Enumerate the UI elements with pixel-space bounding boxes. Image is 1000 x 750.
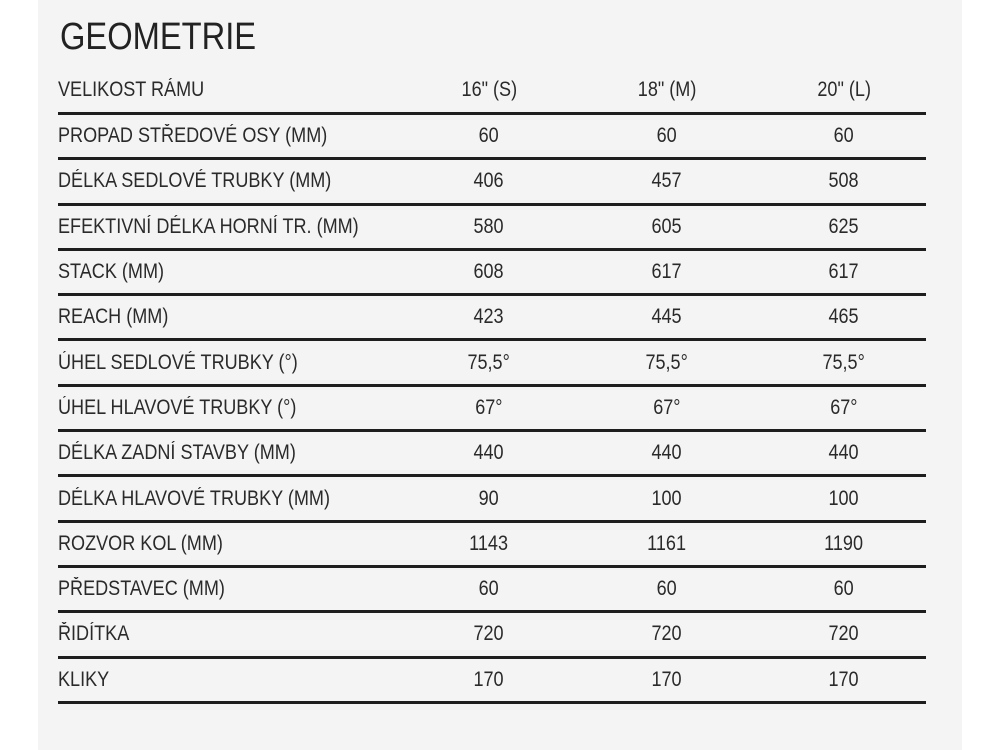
column-header-l: 20" (L) [817, 77, 871, 101]
row-label: ÚHEL HLAVOVÉ TRUBKY (°) [58, 395, 297, 419]
row-value: 720 [473, 622, 505, 646]
table-header-row [58, 67, 926, 115]
row-value: 170 [828, 667, 860, 691]
table-row [58, 206, 926, 251]
table-row [58, 568, 926, 613]
table-row [58, 296, 926, 341]
row-value: 445 [651, 305, 683, 329]
table-row [58, 251, 926, 296]
row-label: DÉLKA HLAVOVÉ TRUBKY (MM) [58, 486, 330, 510]
row-label: DÉLKA ZADNÍ STAVBY (MM) [58, 441, 296, 465]
row-value: 440 [651, 441, 683, 465]
row-value: 406 [473, 169, 505, 193]
table-row [58, 387, 926, 432]
table-row [58, 160, 926, 205]
row-value: 60 [833, 124, 855, 148]
row-value: 75,5° [822, 350, 866, 374]
row-value: 75,5° [645, 350, 689, 374]
row-value: 440 [473, 441, 505, 465]
table-body [58, 115, 926, 704]
row-value: 170 [651, 667, 683, 691]
row-value: 580 [473, 214, 505, 238]
row-value: 1161 [647, 531, 687, 555]
row-value: 67° [653, 395, 681, 419]
row-label: REACH (MM) [58, 305, 169, 329]
row-value: 465 [828, 305, 860, 329]
column-header-s: 16" (S) [461, 77, 517, 101]
row-value: 617 [828, 260, 860, 284]
geometry-sheet [38, 0, 962, 750]
row-label: EFEKTIVNÍ DÉLKA HORNÍ TR. (MM) [58, 214, 359, 238]
column-header-m: 18" (M) [637, 77, 697, 101]
row-value: 720 [651, 622, 683, 646]
row-value: 457 [651, 169, 683, 193]
row-value: 608 [473, 260, 505, 284]
table-row [58, 613, 926, 658]
row-value: 625 [828, 214, 860, 238]
row-value: 423 [473, 305, 505, 329]
table-row [58, 115, 926, 160]
table-row [58, 659, 926, 704]
row-value: 60 [478, 124, 500, 148]
row-value: 60 [833, 577, 855, 601]
row-value: 75,5° [467, 350, 511, 374]
row-value: 617 [651, 260, 683, 284]
row-label: PŘEDSTAVEC (MM) [58, 577, 225, 601]
row-value: 67° [830, 395, 858, 419]
table-row [58, 523, 926, 568]
row-label: ŘIDÍTKA [58, 622, 130, 646]
row-label: ÚHEL SEDLOVÉ TRUBKY (°) [58, 350, 298, 374]
table-row [58, 477, 926, 522]
row-value: 100 [828, 486, 860, 510]
row-label: ROZVOR KOL (MM) [58, 531, 223, 555]
row-value: 60 [478, 577, 500, 601]
row-value: 720 [828, 622, 860, 646]
row-value: 90 [478, 486, 500, 510]
row-value: 67° [475, 395, 503, 419]
table-row [58, 341, 926, 386]
row-value: 170 [473, 667, 505, 691]
row-value: 1190 [824, 531, 864, 555]
row-value: 508 [828, 169, 860, 193]
row-label: PROPAD STŘEDOVÉ OSY (MM) [58, 124, 328, 148]
row-label: KLIKY [58, 667, 110, 691]
table-row [58, 432, 926, 477]
row-label: STACK (MM) [58, 260, 165, 284]
geometry-table [58, 67, 926, 704]
row-label: DÉLKA SEDLOVÉ TRUBKY (MM) [58, 169, 332, 193]
page-title: GEOMETRIE [60, 16, 257, 58]
row-value: 440 [828, 441, 860, 465]
row-value: 60 [656, 577, 678, 601]
row-value: 60 [656, 124, 678, 148]
row-value: 100 [651, 486, 683, 510]
header-label: VELIKOST RÁMU [58, 77, 205, 101]
row-value: 605 [651, 214, 683, 238]
row-value: 1143 [469, 531, 509, 555]
